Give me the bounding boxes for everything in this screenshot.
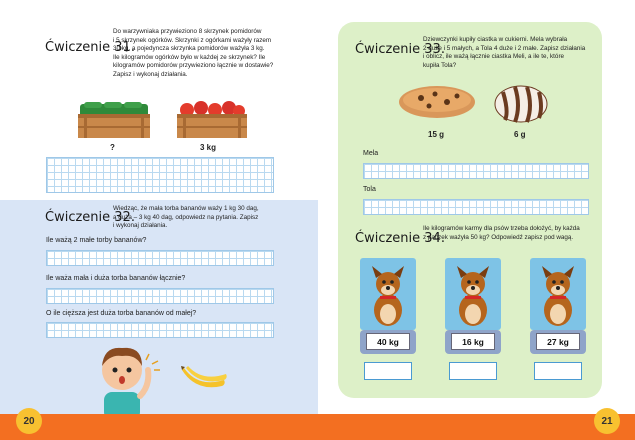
exercise-32-question-2: Ile waża mała i duża torba bananów łącznie? [46, 275, 186, 282]
scale-1-readout: 40 kg [366, 333, 410, 350]
scale-1-answer-box[interactable] [364, 362, 412, 380]
exercise-32-text: Wiedząc, że mała torba bananów waży 1 kg 30 dag, a duża – 3 kg 40 dag, odpowiedz na pytania. Zapisz i wykonaj działania. [113, 205, 259, 230]
page-number-left: 20 [16, 408, 42, 434]
small-cookie-weight: 6 g [514, 130, 526, 139]
exercise-34-title: Ćwiczenie 34. [355, 231, 445, 246]
bananas-icon [180, 362, 230, 392]
scale-1 [360, 330, 416, 354]
exercise-33-text: Dziewczynki kupiły ciastka w cukierni. Mela wybrała 2 duże i 5 małych, a Tola 4 duże i 2 małe. Zapisz działania i oblicz, ile ważą łącznie ciastka Meli, a ile te, które kupiła Tola? [423, 36, 586, 69]
tola-answer-grid[interactable] [363, 199, 589, 215]
tomato-crate-icon [177, 100, 247, 140]
tomato-crate-weight: 3 kg [200, 143, 217, 152]
exercise-32-title: Ćwiczenie 32. [45, 210, 135, 225]
exercise-31-title: Ćwiczenie 31. [45, 40, 135, 55]
large-cookie-icon [397, 84, 477, 120]
exercise-31-text: Do warzywniaka przywieziono 8 skrzynek pomidorów i 5 skrzynek ogórków. Skrzynki z ogórkami ważyły razem 30 kg, a pojedyncza skrzynka pomidorów ważyła 3 kg. Ile kilogramów ogórków było w każdej ze skrzynek? Ile kilogramów pomidorów przywieziono łącznie w dostawie? Zapisz i wykonaj działania. [113, 28, 274, 78]
small-cookie-icon [493, 82, 549, 124]
cucumber-crate-icon [78, 100, 150, 140]
mela-answer-grid[interactable] [363, 163, 589, 179]
cucumber-crate-weight: ? [110, 143, 115, 152]
dog-icon [360, 258, 416, 330]
exercise-32-answer-2[interactable] [46, 288, 274, 304]
exercise-32-answer-1[interactable] [46, 250, 274, 266]
scale-2 [445, 330, 501, 354]
exercise-34-text: Ile kilogramów karmy dla psów trzeba dołożyć, by każda z paczek ważyła 50 kg? Odpowiedź zapisz pod wagą. [423, 225, 580, 241]
dog-food-bag-1 [360, 258, 416, 330]
tola-label: Tola [363, 186, 376, 193]
scale-2-answer-box[interactable] [449, 362, 497, 380]
exercise-33-title: Ćwiczenie 33. [355, 42, 445, 57]
large-cookie-weight: 15 g [428, 130, 445, 139]
boy-illustration-icon [92, 340, 162, 420]
scale-3 [530, 330, 586, 354]
exercise-32-question-3: O ile cięższa jest duża torba bananów od małej? [46, 310, 197, 317]
mela-label: Mela [363, 150, 379, 157]
exercise-32-question-1: Ile ważą 2 małe torby bananów? [46, 237, 147, 244]
dog-food-bag-2 [445, 258, 501, 330]
exercise-31-answer-grid[interactable] [46, 157, 274, 193]
page-number-right: 21 [594, 408, 620, 434]
dog-icon [445, 258, 501, 330]
scale-3-readout: 27 kg [536, 333, 580, 350]
dog-food-bag-3 [530, 258, 586, 330]
exercise-32-answer-3[interactable] [46, 322, 274, 338]
dog-icon [530, 258, 586, 330]
left-footer-bar [0, 414, 318, 440]
scale-2-readout: 16 kg [451, 333, 495, 350]
right-footer-bar [318, 414, 635, 440]
scale-3-answer-box[interactable] [534, 362, 582, 380]
